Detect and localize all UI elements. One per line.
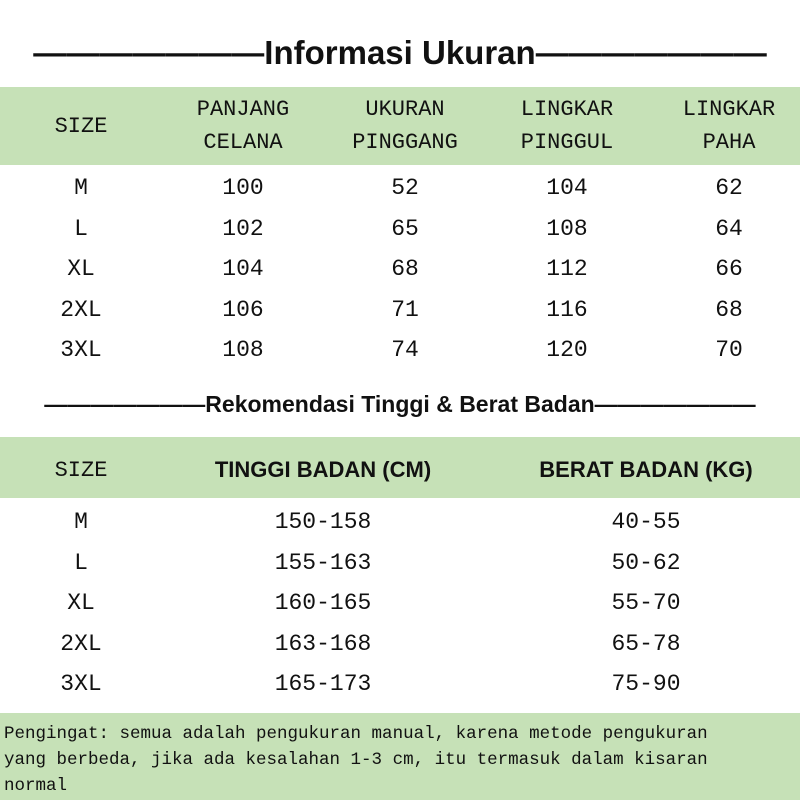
recommendation-table-cell: 75-90 — [611, 671, 681, 697]
size-table-cell: 64 — [715, 215, 743, 242]
recommendation-table-cell: 150-158 — [274, 509, 372, 535]
size-table-cell: 100 — [222, 175, 264, 201]
size-table-cell: 52 — [391, 175, 419, 201]
size-table-cell: 2XL — [60, 296, 102, 323]
size-table-cell: 66 — [715, 256, 743, 282]
footer-note: Pengingat: semua adalah pengukuran manual, karena metode pengukuran yang berbeda, jika ada kesalahan 1-3 cm, itu termasuk dalam kisaran normal — [4, 724, 708, 796]
recommendation-table-cell: 3XL — [60, 671, 102, 697]
size-table-header: SIZE — [54, 113, 108, 139]
recommendation-title: ———————Rekomendasi Tinggi & Berat Badan——————— — [44, 391, 756, 417]
size-table-cell: 70 — [715, 337, 743, 363]
size-table-header: LINGKAR — [520, 97, 614, 122]
size-table-cell: 106 — [222, 296, 264, 323]
recommendation-table-cell: XL — [67, 590, 95, 616]
size-table-header: CELANA — [203, 130, 283, 155]
size-table-cell: XL — [67, 256, 95, 282]
recommendation-table-cell: 40-55 — [611, 509, 681, 535]
recommendation-table-cell: 165-173 — [274, 671, 372, 697]
size-table-header: PAHA — [702, 130, 756, 155]
size-table-cell: 120 — [546, 337, 588, 363]
size-table-header: UKURAN — [365, 97, 445, 122]
size-table-cell: 68 — [715, 296, 743, 323]
recommendation-table-cell: L — [74, 549, 88, 576]
size-table-cell: 104 — [546, 175, 588, 201]
size-table-cell: M — [74, 175, 88, 201]
size-table-cell: 104 — [222, 256, 264, 282]
size-table-cell: 112 — [546, 256, 588, 282]
size-table-cell: L — [74, 215, 88, 242]
size-table-cell: 62 — [715, 175, 743, 201]
recommendation-table-cell: 2XL — [60, 630, 102, 657]
size-table-cell: 3XL — [60, 337, 102, 363]
size-table-header: PINGGANG — [352, 130, 458, 155]
size-table-cell: 116 — [546, 296, 588, 323]
size-table-cell: 74 — [391, 337, 419, 363]
size-table-cell: 102 — [222, 215, 264, 242]
size-table-header: PANJANG — [196, 97, 290, 122]
size-table-cell: 108 — [222, 337, 264, 363]
recommendation-table-cell: 55-70 — [611, 590, 681, 616]
recommendation-table-header: TINGGI BADAN (CM) — [214, 457, 432, 482]
recommendation-table-cell: 160-165 — [274, 590, 372, 616]
recommendation-table-header: BERAT BADAN (KG) — [539, 457, 753, 482]
size-table-cell: 108 — [546, 215, 588, 242]
recommendation-table-header: SIZE — [54, 458, 108, 483]
recommendation-table-cell: M — [74, 509, 88, 535]
size-info-title: ———————Informasi Ukuran——————— — [33, 34, 767, 71]
recommendation-table-cell: 65-78 — [611, 630, 681, 657]
size-table-cell: 71 — [391, 296, 419, 323]
size-table-cell: 65 — [391, 215, 419, 242]
size-table-header: PINGGUL — [520, 130, 614, 155]
recommendation-table-cell: 50-62 — [611, 549, 681, 576]
recommendation-table-cell: 155-163 — [274, 549, 372, 576]
recommendation-table-cell: 163-168 — [274, 630, 372, 657]
size-table-cell: 68 — [391, 256, 419, 282]
size-table-header: LINGKAR — [682, 97, 776, 122]
